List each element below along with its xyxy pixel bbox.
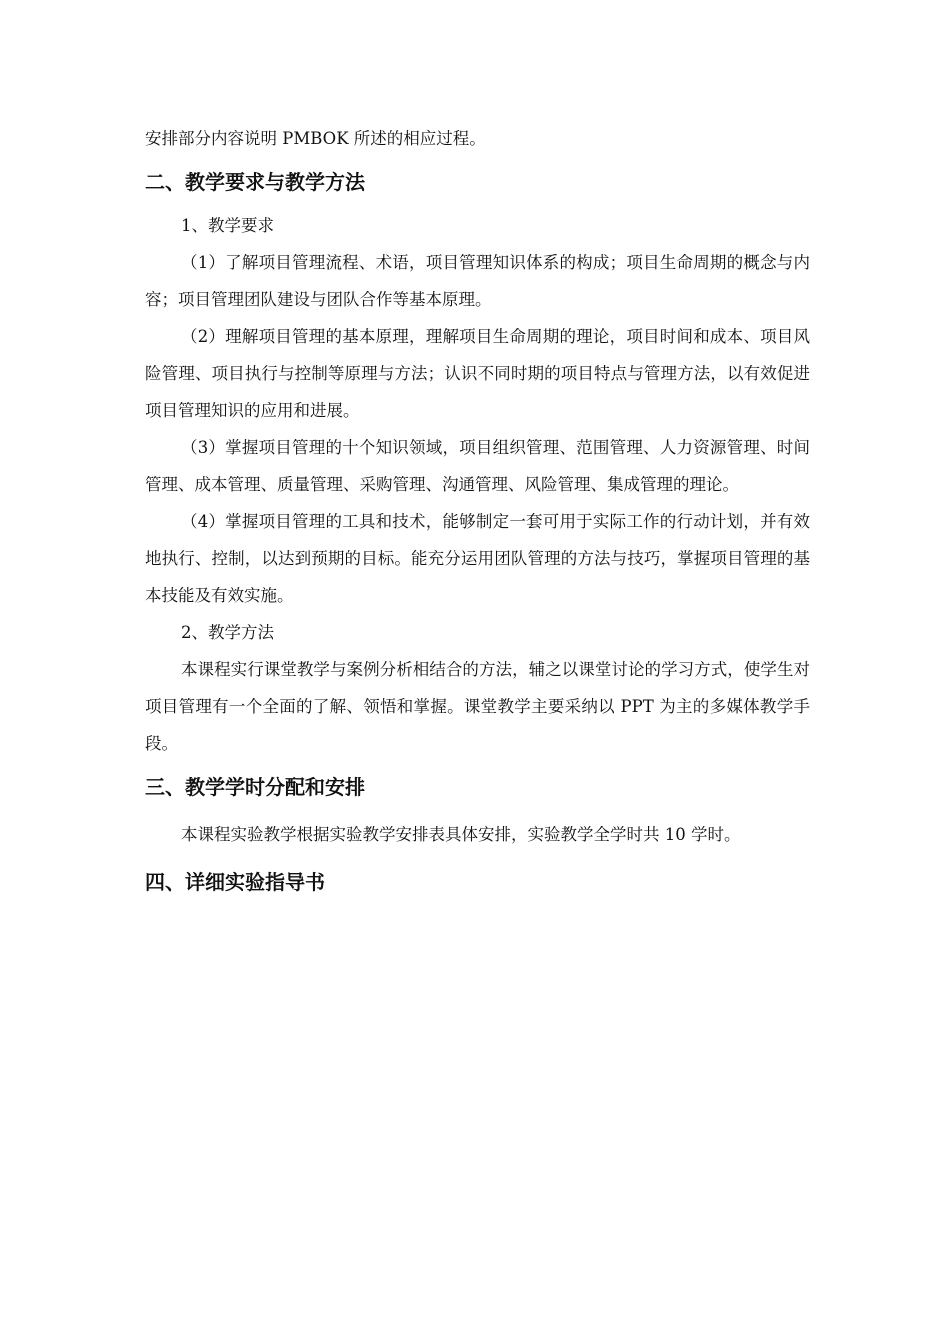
requirement-4: （4）掌握项目管理的工具和技术，能够制定一套可用于实际工作的行动计划，并有效地执行、控制，以达到预期的目标。能充分运用团队管理的方法与技巧，掌握项目管理的基本技能及有效实施。: [145, 512, 810, 605]
section-3-body: 本课程实验教学根据实验教学安排表具体安排，实验教学全学时共 10 学时。: [181, 825, 741, 844]
requirement-3: （3）掌握项目管理的十个知识领域，项目组织管理、范围管理、人力资源管理、时间管理、成本管理、质量管理、采购管理、沟通管理、风险管理、集成管理的理论。: [145, 438, 810, 494]
teaching-requirements-title: 1、教学要求: [181, 216, 274, 235]
teaching-methods-body: 本课程实行课堂教学与案例分析相结合的方法，辅之以课堂讨论的学习方式，使学生对项目管理有一个全面的了解、领悟和掌握。课堂教学主要采纳以 PPT 为主的多媒体教学手段。: [145, 660, 810, 753]
section-4-heading: 四、详细实验指导书: [145, 870, 325, 894]
continued-paragraph: 安排部分内容说明 PMBOK 所述的相应过程。: [145, 129, 486, 148]
requirement-1: （1）了解项目管理流程、术语，项目管理知识体系的构成；项目生命周期的概念与内容；项目管理团队建设与团队合作等基本原理。: [145, 253, 810, 309]
section-2-heading: 二、教学要求与教学方法: [145, 170, 365, 194]
section-3-heading: 三、教学学时分配和安排: [145, 775, 365, 799]
requirement-2: （2）理解项目管理的基本原理，理解项目生命周期的理论，项目时间和成本、项目风险管理、项目执行与控制等原理与方法；认识不同时期的项目特点与管理方法，以有效促进项目管理知识的应用和进展。: [145, 327, 810, 420]
document-body: [145, 120, 810, 897]
teaching-methods-title: 2、教学方法: [181, 623, 274, 642]
